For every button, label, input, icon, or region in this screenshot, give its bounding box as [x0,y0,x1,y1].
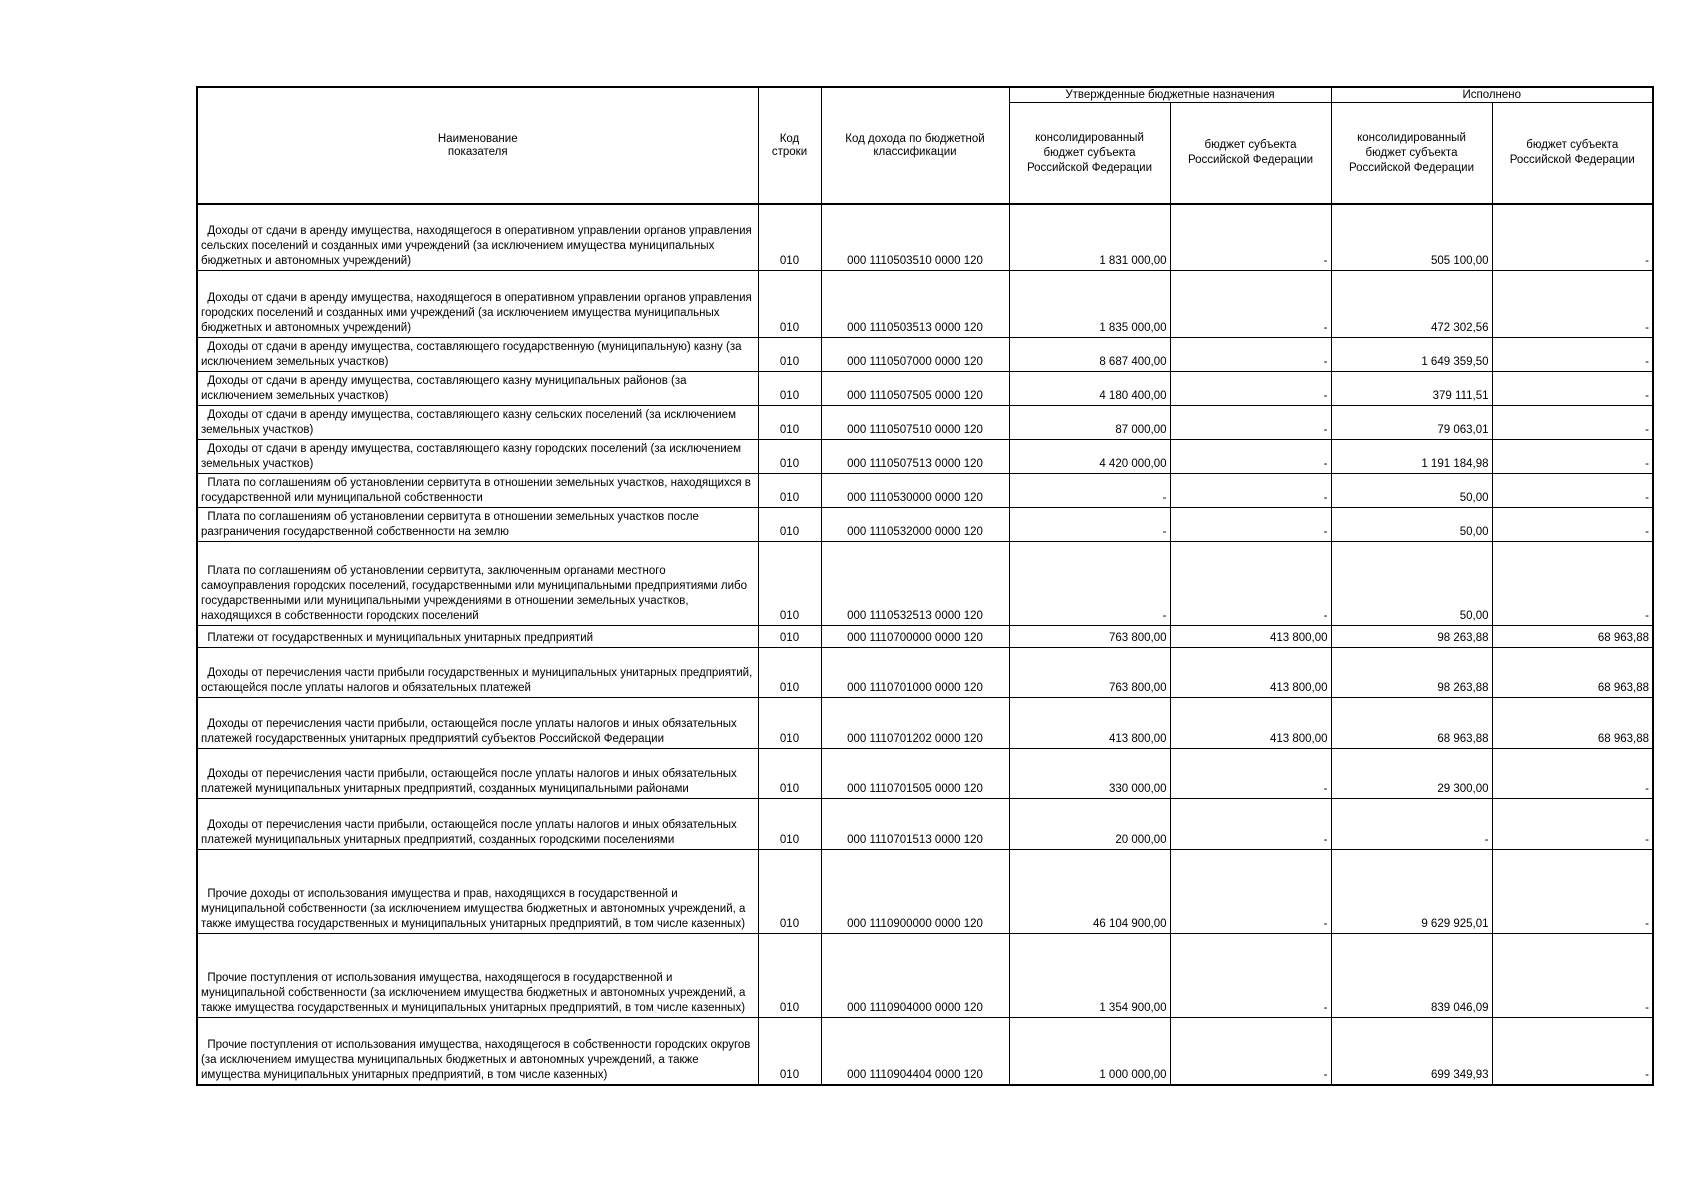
table-row [197,473,1653,507]
income-code-cell: 000 1110904000 0000 120 [821,933,1009,1017]
income-code-cell: 000 1110701513 0000 120 [821,798,1009,849]
income-code-cell: 000 1110530000 0000 120 [821,473,1009,507]
approved-subject-cell: 413 800,00 [1170,625,1331,647]
executed-subject-cell: - [1492,798,1653,849]
executed-consolidated-cell: - [1331,798,1492,849]
approved-consolidated-cell: - [1009,541,1170,625]
line-code-cell: 010 [758,1017,821,1085]
approved-consolidated-cell: 330 000,00 [1009,748,1170,798]
executed-subject-cell: - [1492,933,1653,1017]
table-row [197,204,1653,270]
table-row [197,507,1653,541]
approved-consolidated-cell: 763 800,00 [1009,647,1170,697]
executed-subject-cell: - [1492,1017,1653,1085]
executed-consolidated-cell: 98 263,88 [1331,647,1492,697]
executed-subject-cell: - [1492,541,1653,625]
line-code-cell: 010 [758,541,821,625]
income-code-cell: 000 1110700000 0000 120 [821,625,1009,647]
income-code-cell: 000 1110532000 0000 120 [821,507,1009,541]
line-code-cell: 010 [758,439,821,473]
approved-subject-cell: - [1170,473,1331,507]
table-row [197,625,1653,647]
table-row [197,748,1653,798]
header-executed-subject: бюджет субъекта Российской Федерации [1492,103,1653,205]
income-code-cell: 000 1110507513 0000 120 [821,439,1009,473]
header-approved: Утвержденные бюджетные назначения [1009,87,1331,103]
executed-consolidated-cell: 50,00 [1331,507,1492,541]
approved-subject-cell: - [1170,270,1331,337]
approved-subject-cell: - [1170,798,1331,849]
table-body [197,204,1653,1085]
executed-subject-cell: - [1492,204,1653,270]
approved-subject-cell: 413 800,00 [1170,697,1331,748]
line-code-cell: 010 [758,507,821,541]
line-code-cell: 010 [758,697,821,748]
executed-consolidated-cell: 79 063,01 [1331,405,1492,439]
indicator-name-cell: Доходы от сдачи в аренду имущества, составляющего казну городских поселений (за исключением земельных участков) [197,439,758,473]
approved-subject-cell: - [1170,507,1331,541]
income-code-cell: 000 1110507510 0000 120 [821,405,1009,439]
approved-subject-cell: - [1170,371,1331,405]
executed-subject-cell: - [1492,439,1653,473]
line-code-cell: 010 [758,337,821,371]
indicator-name-cell: Платежи от государственных и муниципальных унитарных предприятий [197,625,758,647]
table-row [197,405,1653,439]
header-approved-consolidated: консолидированный бюджет субъекта Российской Федерации [1009,103,1170,205]
indicator-name-cell: Доходы от перечисления части прибыли, остающейся после уплаты налогов и иных обязательных платежей муниципальных унитарных предприятий, созданных городскими поселениями [197,798,758,849]
line-code-cell: 010 [758,647,821,697]
executed-subject-cell: - [1492,270,1653,337]
approved-consolidated-cell: 20 000,00 [1009,798,1170,849]
indicator-name-cell: Прочие доходы от использования имущества и прав, находящихся в государственной и муниципальной собственности (за исключением имущества бюджетных и автономных учреждений, а также имущества государственных и муниципальных унитарных предприятий, в том числе казенных) [197,849,758,933]
income-code-cell: 000 1110701202 0000 120 [821,697,1009,748]
indicator-name-cell: Плата по соглашениям об установлении сервитута, заключенным органами местного самоуправления городских поселений, государственными или муниципальными предприятиями либо государственными или муниципальными учреждениями в отношении земельных участков, находящихся в собственности городских поселений [197,541,758,625]
executed-consolidated-cell: 1 191 184,98 [1331,439,1492,473]
income-code-cell: 000 1110503510 0000 120 [821,204,1009,270]
line-code-cell: 010 [758,748,821,798]
approved-subject-cell: - [1170,1017,1331,1085]
executed-subject-cell: 68 963,88 [1492,647,1653,697]
header-executed: Исполнено [1331,87,1653,103]
approved-consolidated-cell: 1 000 000,00 [1009,1017,1170,1085]
approved-consolidated-cell: 763 800,00 [1009,625,1170,647]
approved-consolidated-cell: 413 800,00 [1009,697,1170,748]
approved-consolidated-cell: 1 835 000,00 [1009,270,1170,337]
approved-consolidated-cell: 1 354 900,00 [1009,933,1170,1017]
approved-subject-cell: 413 800,00 [1170,647,1331,697]
approved-subject-cell: - [1170,849,1331,933]
table-row [197,933,1653,1017]
table-row [197,371,1653,405]
indicator-name-cell: Доходы от сдачи в аренду имущества, составляющего государственную (муниципальную) казну (за исключением земельных участков) [197,337,758,371]
indicator-name-cell: Плата по соглашениям об установлении сервитута в отношении земельных участков, находящихся в государственной или муниципальной собственности [197,473,758,507]
table-row [197,270,1653,337]
line-code-cell: 010 [758,405,821,439]
indicator-name-cell: Доходы от перечисления части прибыли, остающейся после уплаты налогов и иных обязательных платежей муниципальных унитарных предприятий, созданных муниципальными районами [197,748,758,798]
income-code-cell: 000 1110507000 0000 120 [821,337,1009,371]
executed-subject-cell: - [1492,371,1653,405]
budget-execution-table [196,86,1654,1086]
approved-consolidated-cell: 46 104 900,00 [1009,849,1170,933]
line-code-cell: 010 [758,933,821,1017]
approved-consolidated-cell: 4 180 400,00 [1009,371,1170,405]
executed-subject-cell: - [1492,405,1653,439]
approved-consolidated-cell: 4 420 000,00 [1009,439,1170,473]
table-row [197,697,1653,748]
approved-subject-cell: - [1170,405,1331,439]
table-row [197,647,1653,697]
indicator-name-cell: Прочие поступления от использования имущества, находящегося в собственности городских округов (за исключением имущества муниципальных бюджетных и автономных учреждений, а также имущества муниципальных унитарных предприятий, в том числе казенных) [197,1017,758,1085]
executed-subject-cell: - [1492,337,1653,371]
executed-subject-cell: - [1492,849,1653,933]
income-code-cell: 000 1110900000 0000 120 [821,849,1009,933]
indicator-name-cell: Прочие поступления от использования имущества, находящегося в государственной и муниципальной собственности (за исключением имущества бюджетных и автономных учреждений, а также имущества государственных и муниципальных унитарных предприятий, в том числе казенных) [197,933,758,1017]
indicator-name-cell: Доходы от сдачи в аренду имущества, находящегося в оперативном управлении органов управления сельских поселений и созданных ими учреждений (за исключением имущества муниципальных бюджетных и автономных учреждений) [197,204,758,270]
income-code-cell: 000 1110701505 0000 120 [821,748,1009,798]
executed-consolidated-cell: 505 100,00 [1331,204,1492,270]
executed-consolidated-cell: 50,00 [1331,541,1492,625]
table-row [197,337,1653,371]
approved-subject-cell: - [1170,541,1331,625]
header-income-code: Код дохода по бюджетной классификации [821,87,1009,204]
executed-subject-cell: - [1492,748,1653,798]
table-row [197,1017,1653,1085]
executed-consolidated-cell: 472 302,56 [1331,270,1492,337]
indicator-name-cell: Доходы от сдачи в аренду имущества, составляющего казну сельских поселений (за исключением земельных участков) [197,405,758,439]
header-name: Наименование показателя [197,87,758,204]
line-code-cell: 010 [758,625,821,647]
header-line-code: Код строки [758,87,821,204]
table-row [197,439,1653,473]
table-row [197,798,1653,849]
income-code-cell: 000 1110503513 0000 120 [821,270,1009,337]
executed-consolidated-cell: 699 349,93 [1331,1017,1492,1085]
indicator-name-cell: Доходы от перечисления части прибыли государственных и муниципальных унитарных предприятий, остающейся после уплаты налогов и обязательных платежей [197,647,758,697]
executed-consolidated-cell: 839 046,09 [1331,933,1492,1017]
line-code-cell: 010 [758,473,821,507]
executed-consolidated-cell: 98 263,88 [1331,625,1492,647]
executed-consolidated-cell: 379 111,51 [1331,371,1492,405]
income-code-cell: 000 1110904404 0000 120 [821,1017,1009,1085]
approved-consolidated-cell: - [1009,507,1170,541]
approved-subject-cell: - [1170,933,1331,1017]
header-executed-consolidated: консолидированный бюджет субъекта Российской Федерации [1331,103,1492,205]
table-header [197,87,1653,204]
indicator-name-cell: Доходы от сдачи в аренду имущества, находящегося в оперативном управлении органов управления городских поселений и созданных ими учреждений (за исключением имущества муниципальных бюджетных и автономных учреждений) [197,270,758,337]
line-code-cell: 010 [758,270,821,337]
income-code-cell: 000 1110507505 0000 120 [821,371,1009,405]
approved-subject-cell: - [1170,204,1331,270]
executed-consolidated-cell: 1 649 359,50 [1331,337,1492,371]
executed-subject-cell: - [1492,507,1653,541]
executed-consolidated-cell: 29 300,00 [1331,748,1492,798]
indicator-name-cell: Плата по соглашениям об установлении сервитута в отношении земельных участков после разграничения государственной собственности на землю [197,507,758,541]
header-approved-subject: бюджет субъекта Российской Федерации [1170,103,1331,205]
approved-consolidated-cell: 1 831 000,00 [1009,204,1170,270]
executed-subject-cell: 68 963,88 [1492,697,1653,748]
indicator-name-cell: Доходы от сдачи в аренду имущества, составляющего казну муниципальных районов (за исключением земельных участков) [197,371,758,405]
approved-subject-cell: - [1170,748,1331,798]
approved-consolidated-cell: 87 000,00 [1009,405,1170,439]
approved-consolidated-cell: 8 687 400,00 [1009,337,1170,371]
executed-subject-cell: 68 963,88 [1492,625,1653,647]
executed-consolidated-cell: 9 629 925,01 [1331,849,1492,933]
approved-subject-cell: - [1170,337,1331,371]
income-code-cell: 000 1110532513 0000 120 [821,541,1009,625]
table-row [197,541,1653,625]
approved-subject-cell: - [1170,439,1331,473]
line-code-cell: 010 [758,798,821,849]
approved-consolidated-cell: - [1009,473,1170,507]
executed-consolidated-cell: 68 963,88 [1331,697,1492,748]
table-row [197,849,1653,933]
executed-subject-cell: - [1492,473,1653,507]
line-code-cell: 010 [758,204,821,270]
executed-consolidated-cell: 50,00 [1331,473,1492,507]
indicator-name-cell: Доходы от перечисления части прибыли, остающейся после уплаты налогов и иных обязательных платежей государственных унитарных предприятий субъектов Российской Федерации [197,697,758,748]
income-code-cell: 000 1110701000 0000 120 [821,647,1009,697]
line-code-cell: 010 [758,371,821,405]
line-code-cell: 010 [758,849,821,933]
